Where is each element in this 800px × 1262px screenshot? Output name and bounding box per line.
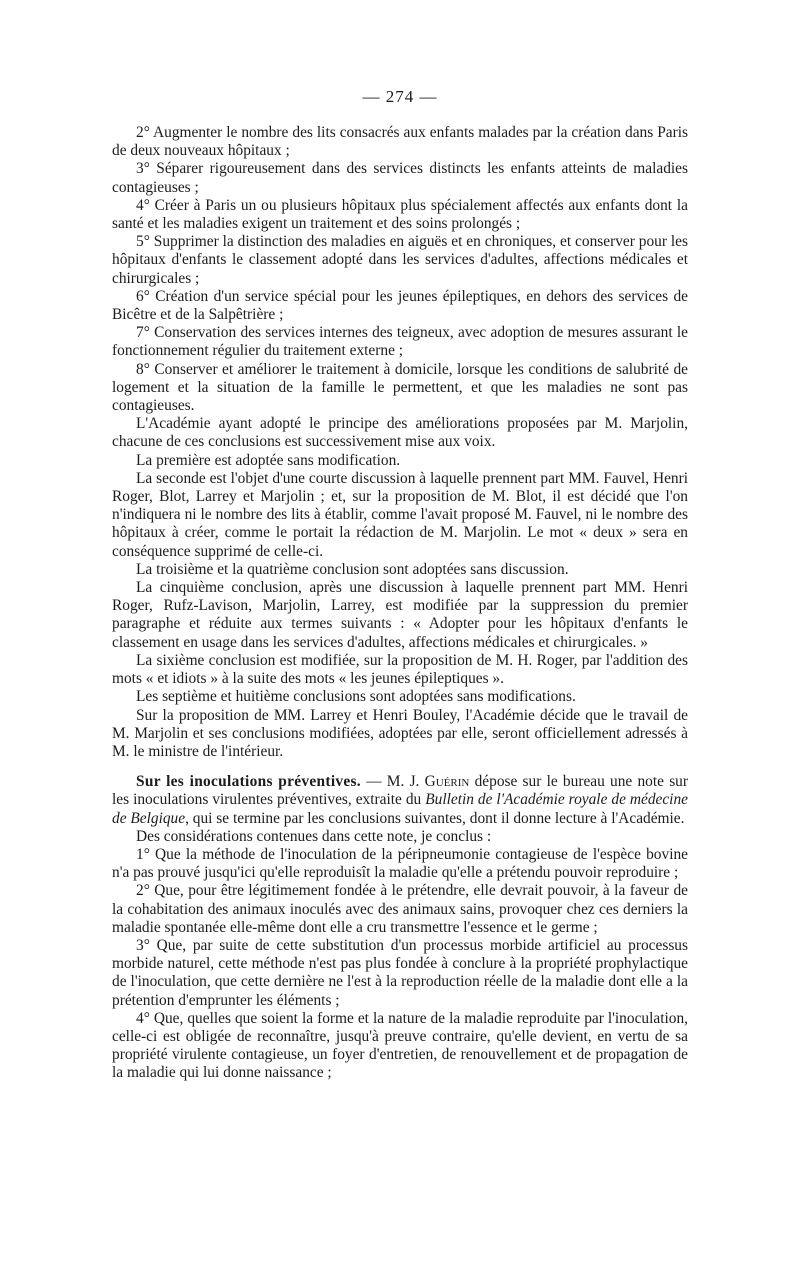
discussion-paragraph: Les septième et huitième conclusions sont adoptées sans modifications. [136,688,576,706]
author-name: Guérin [424,773,470,791]
section-spacer [112,761,688,773]
discussion-paragraph: La cinquième conclusion, après une discussion à laquelle prennent part MM. Henri Roger, Rufz-Lavison, Marjolin, Larrey, est modifiée par la suppression du premier paragraphe et réduite aux termes suivants : « Adopter pour les hôpitaux d'enfants le classement en usage dans les services d'adultes, affections médicales et chirurgicales. » [112,579,688,651]
conclusion-item: 1° Que la méthode de l'inoculation de la péripneumonie contagieuse de l'espèce bovine n'a pas prouvé jusqu'ici qu'elle reproduisît la maladie qu'elle a prétendu pouvoir reproduire ; [112,845,688,882]
section-heading: Sur les inoculations préventives. [136,773,361,791]
list-item: 5° Supprimer la distinction des maladies en aiguës et en chroniques, et conserver pour les hôpitaux d'enfants le classement adopté dans les services d'adultes, affections médicales et chirurgicales ; [112,233,688,287]
list-item: 6° Création d'un service spécial pour les jeunes épileptiques, en dehors des services de Bicêtre et de la Salpêtrière ; [112,287,688,324]
list-item: 8° Conserver et améliorer le traitement à domicile, lorsque les conditions de salubrité de logement et la situation de la famille le permettent, et que les maladies ne sont pas contagieuses. [112,360,688,415]
discussion-paragraph: La sixième conclusion est modifiée, sur la proposition de M. H. Roger, par l'addition des mots « et idiots » à la suite des mots « les jeunes épileptiques ». [112,651,688,688]
discussion-paragraph: La troisième et la quatrième conclusion sont adoptées sans discussion. [136,560,569,578]
conclusion-item: 4° Que, quelles que soient la forme et la nature de la maladie reproduite par l'inoculation, celle-ci est obligée de reconnaître, jusqu'à preuve contraire, qu'elle devient, en vertu de sa propriété virulente contagieuse, un foyer d'entretien, de renouvellement et de propagation de la maladie qui lui donne naissance ; [112,1009,688,1082]
journal-title: Bulletin de l'Académie royale de médecine de Belgique [112,791,688,827]
conclusion-item: 2° Que, pour être légitimement fondée à le prétendre, elle devrait pouvoir, à la faveur de la cohabitation des animaux inoculés avec des animaux sains, provoquer chez ces derniers la maladie spontanée elle-même dont elle a cru transmettre l'essence et le germe ; [112,882,688,936]
list-item: 4° Créer à Paris un ou plusieurs hôpitaux plus spécialement affectés aux enfants dont la santé et les maladies exigent un traitement et des soins prolongés ; [112,196,688,233]
list-item: 7° Conservation des services internes des teigneux, avec adoption de mesures assurant le fonctionnement régulier du traitement externe ; [112,324,688,360]
conclusion-item: 3° Que, par suite de cette substitution d'un processus morbide artificiel au processus morbide naturel, cette méthode n'est pas plus fondée à conclure à la propriété prophylactique de l'inoculation, que cette dernière ne l'est à la reproduction réelle de la maladie dont elle a la prétention d'emprunter les éléments ; [112,936,688,1009]
discussion-paragraph: La seconde est l'objet d'une courte discussion à laquelle prennent part MM. Fauvel, Henri Roger, Blot, Larrey et Marjolin ; et, sur la proposition de M. Blot, il est décidé que l'on n'indiquera ni le nombre des lits à établir, comme l'avait proposé M. Fauvel, ni le nombre des hôpitaux à créer, comme le portait la rédaction de M. Marjolin. Le mot « deux » sera en conséquence supprimé de celle-ci. [112,469,688,560]
inoculation-text-before: dépose sur le bureau une note sur les inoculations virulentes préventives, extraite du [112,773,688,809]
inoculation-text-after: , qui se termine par les conclusions suivantes, dont il donne lecture à l'Académie. [185,809,685,827]
discussion-paragraph: La première est adoptée sans modification. [136,451,401,469]
conclusion-intro: Des considérations contenues dans cette note, je conclus : [136,827,492,845]
document-page [112,86,688,1226]
discussion-paragraph: L'Académie ayant adopté le principe des améliorations proposées par M. Marjolin, chacune de ces conclusions est successivement mise aux voix. [112,415,688,451]
page-number: — 274 — [362,87,438,106]
list-item: 3° Séparer rigoureusement dans des services distincts les enfants atteints de maladies contagieuses ; [112,160,688,196]
inoculation-paragraph [112,773,688,828]
heading-dash: — M. J. [360,773,425,791]
list-item: 2° Augmenter le nombre des lits consacrés aux enfants malades par la création dans Paris de deux nouveaux hôpitaux ; [112,124,688,160]
discussion-paragraph: Sur la proposition de MM. Larrey et Henri Bouley, l'Académie décide que le travail de M. Marjolin et ses conclusions modifiées, adoptées par elle, seront officiellement adressés à M. le ministre de l'intérieur. [112,706,688,760]
